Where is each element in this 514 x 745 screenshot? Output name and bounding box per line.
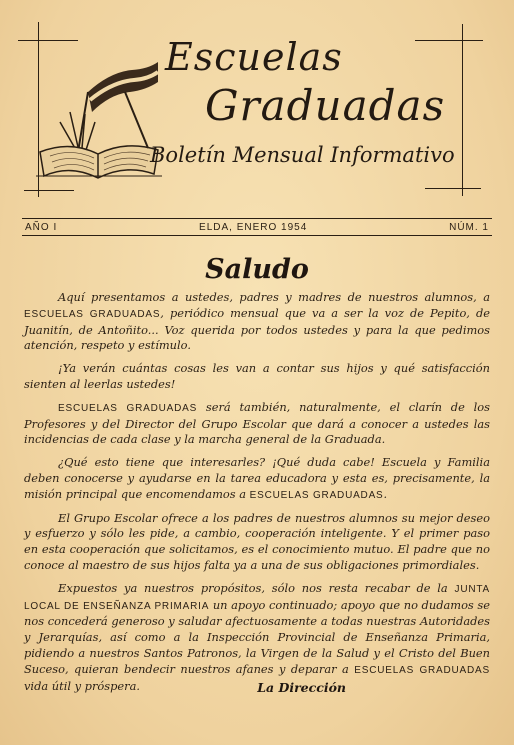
school-emblem-icon (30, 52, 170, 187)
masthead-title-line2: Graduadas (205, 81, 446, 130)
issue-number: NÚM. 1 (449, 221, 489, 233)
issue-info-bar (22, 218, 492, 236)
article-signature: La Dirección (257, 680, 346, 695)
masthead-subtitle: Boletín Mensual Informativo (150, 143, 455, 167)
issue-year: AÑO I (25, 221, 58, 233)
masthead (0, 0, 514, 215)
article-paragraph: ¿Qué esto tiene que interesarles? ¡Qué duda cabe! Escuela y Familia deben conocerse y ayudarse en la tarea educadora y esta es, precisamente, la misión principal que encomendamos a ESCUELAS GRADUADAS. (24, 455, 490, 501)
article-paragraph: ESCUELAS GRADUADAS será también, naturalmente, el clarín de los Profesores y del Director del Grupo Escolar que dará a conocer a ustedes las incidencias de cada clase y la marcha general de la Graduada. (24, 399, 490, 447)
article-paragraph: El Grupo Escolar ofrece a los padres de nuestros alumnos su mejor deseo y esfuerzo y sólo les pide, a cambio, cooperación inteligente. Y el primer paso en esta cooperación que solicitamos, es el conocimiento mutuo. El padre que no conoce al maestro de sus hijos falta ya a una de sus obligaciones primordiales. (24, 510, 490, 572)
article-heading: Saludo (205, 254, 309, 285)
issue-place-date: ELDA, ENERO 1954 (199, 221, 308, 233)
article-body (24, 290, 490, 701)
article-paragraph: ¡Ya verán cuántas cosas les van a contar sus hijos y qué satisfacción sienten al leerlas ustedes! (24, 361, 490, 391)
article-paragraph: Expuestos ya nuestros propósitos, sólo nos resta recabar de la JUNTA LOCAL DE ENSEÑANZA PRIMARIA un apoyo continuado; apoyo que no dudamos se nos concederá generoso y saludar afectuosamente a todas nuestras Autoridades y Jerarquías, así como a la Inspección Provincial de Enseñanza Primaria, pidiendo a nuestros Santos Patronos, la Virgen de la Salud y el Cristo del Buen Suceso, quieran bendecir nuestros afanes y deparar a ESCUELAS GRADUADAS vida útil y próspera. (24, 580, 490, 693)
masthead-title-line1: Escuelas (165, 35, 343, 79)
article-paragraph: Aquí presentamos a ustedes, padres y madres de nuestros alumnos, a ESCUELAS GRADUADAS, periódico mensual que va a ser la voz de Pepito, de Juanitín, de Antoñito... Voz querida por todos ustedes y para la que pedimos atención, respeto y estímulo. (24, 290, 490, 353)
